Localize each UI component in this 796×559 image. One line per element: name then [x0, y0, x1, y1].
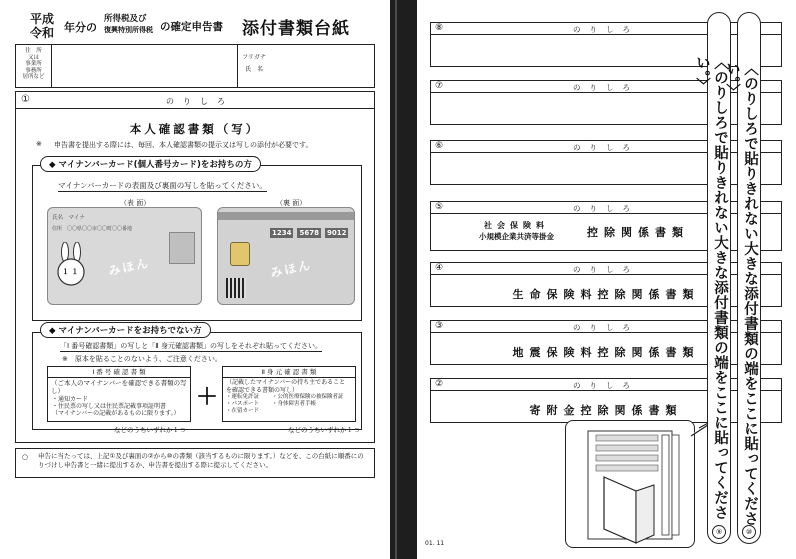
- card-number-1: 1234: [272, 229, 292, 237]
- tax-line1: 所得税及び: [104, 14, 147, 24]
- card-front-name: 氏名 マイナ: [52, 215, 85, 221]
- footer-note-box: [15, 448, 375, 478]
- footer-mark: ○: [22, 453, 29, 461]
- identity-doc-footer: などのうちいずれか１つ: [288, 426, 360, 434]
- identity-item-passport: ・パスポート: [226, 401, 260, 407]
- plus-icon: ＋: [196, 385, 219, 410]
- address-input[interactable]: [53, 45, 238, 87]
- box-7-noshiro: のりしろ: [573, 83, 639, 92]
- number-doc-item-2: ・住民票の写し又は住民票記載事項証明書: [52, 403, 167, 410]
- identity-doc-sub1: （記載したマイナンバーの持ち主であること: [226, 379, 346, 386]
- mynumber-instruction: マイナンバーカードの表面及び裏面の写しを貼ってください。: [58, 181, 267, 190]
- mascot-icon: [56, 242, 86, 288]
- box-3-noshiro: のりしろ: [573, 323, 639, 332]
- nothave-instruction: 「Ⅰ 番号確認書類」の写しと「Ⅱ 身元確認書類」の写しをそれぞれ貼ってください。: [60, 342, 322, 350]
- left-page: [0, 0, 390, 559]
- number-doc-title: Ⅰ 番 号 確 認 書 類: [48, 367, 190, 378]
- section-1: [15, 91, 375, 443]
- box-5-number: ⑤: [435, 202, 444, 212]
- paste-illustration-icon: [566, 421, 694, 547]
- box-7-number: ⑦: [435, 81, 444, 91]
- strip-10-text: 〈のりしろで貼りきれない大きな添付書類の端をここに貼ってください。〉: [724, 61, 758, 526]
- identity-doc-col1: [226, 394, 272, 415]
- box-5-noshiro: のりしろ: [573, 204, 639, 213]
- box-3-label: 地震保険料控除関係書類: [512, 346, 700, 359]
- identity-doc-sub2: を確認できる書類の写し）: [226, 387, 299, 394]
- original-notice: ※ 原本を貼ることのないよう、ご注意ください。: [62, 355, 222, 363]
- card-back-mihon: みほん: [269, 257, 314, 281]
- era-heisei: 平成: [30, 12, 55, 26]
- address-label-sub2: 事業所: [25, 61, 42, 67]
- final-return: の確定申告書: [160, 21, 223, 33]
- box-4-noshiro: のりしろ: [573, 265, 639, 274]
- card-number-3: 9012: [326, 229, 347, 237]
- strip-10-number: ⑩: [742, 525, 756, 539]
- era-reiwa: 令和: [30, 26, 55, 40]
- identity-doc-title: Ⅱ 身 元 確 認 書 類: [223, 367, 355, 378]
- page-code: 01. 11: [425, 540, 445, 547]
- address-row: [15, 44, 375, 88]
- qr-code-icon: [226, 278, 246, 298]
- card-front-sample: [47, 207, 202, 305]
- box-8-noshiro: のりしろ: [573, 25, 639, 34]
- section-1-number: ①: [21, 94, 30, 105]
- name-label-cell: [240, 45, 268, 87]
- year-suffix: 年分の: [64, 21, 97, 34]
- box-5-label-pre: [479, 220, 554, 242]
- furigana-label: フリガナ: [242, 54, 266, 61]
- strip-9-number: ⑨: [712, 525, 726, 539]
- section-1-noshiro: のりしろ: [166, 97, 234, 106]
- box-6-number: ⑥: [435, 141, 444, 151]
- card-front-address: 住所 〇〇県〇〇市〇〇町〇〇番地: [52, 226, 133, 232]
- tax-type: [104, 14, 153, 36]
- name-input[interactable]: [268, 45, 374, 87]
- mynumber-have-heading: ◆ マイナンバーカード(個人番号カード)をお持ちの方: [40, 156, 261, 172]
- box-2-label: 寄附金控除関係書類: [529, 404, 683, 417]
- address-label: 住 所: [25, 48, 42, 54]
- paste-strip-10: [724, 12, 761, 544]
- box-3-number: ③: [435, 321, 444, 331]
- box-6-noshiro: のりしろ: [573, 143, 639, 152]
- front-label: （表 面）: [120, 199, 151, 207]
- era-block: [30, 12, 54, 40]
- binding-spine: [390, 0, 417, 559]
- section-1-header: [16, 92, 374, 109]
- address-label-cell: [16, 45, 52, 87]
- box-4-number: ④: [435, 263, 444, 273]
- back-label: （裏 面）: [276, 199, 307, 207]
- number-doc-box: [47, 366, 191, 422]
- address-label-sub4: 居所など: [22, 74, 45, 80]
- number-doc-item-3: （マイナンバーの記載があるものに限ります。）: [52, 410, 180, 417]
- number-doc-footer: などのうちいずれか１つ: [114, 426, 186, 434]
- notice-text: 申告書を提出する際には、毎回、本人確認書類の提示又は写しの添付が必要です。: [54, 141, 313, 149]
- card-back-sample: [217, 207, 355, 305]
- card-number-2: 5678: [299, 229, 319, 237]
- box-5-label-pre2: 小規模企業共済等掛金: [479, 232, 554, 241]
- card-photo-placeholder: [169, 232, 195, 264]
- id-docs-title: 本人確認書類（写）: [129, 122, 261, 136]
- footer-note: 申告に当たっては、上記①及び裏面の②から⑩の書類（該当するものに限ります。）などを、この台紙に順番にのりづけし申告書と一緒に提出するか、申告書を提出する際に提示してください。: [38, 452, 364, 469]
- identity-doc-col2: [272, 394, 344, 415]
- box-8-number: ⑧: [435, 23, 444, 33]
- box-4-label: 生命保険料控除関係書類: [512, 288, 700, 301]
- number-doc-item-1: ・通知カード: [52, 396, 89, 403]
- card-back-strip: [218, 212, 354, 220]
- mynumber-nothave-heading: ◆ マイナンバーカードをお持ちでない方: [40, 322, 211, 338]
- name-label: 氏 名: [244, 66, 263, 73]
- ic-chip-icon: [230, 242, 250, 266]
- identity-item-insurance: ・公的医療保険の被保険者証: [272, 394, 344, 400]
- box-2-noshiro: のりしろ: [573, 381, 639, 390]
- identity-item-disability: ・身体障害者手帳: [272, 401, 317, 407]
- tax-line2: 復興特別所得税: [104, 26, 153, 34]
- notice-mark: ※: [36, 140, 42, 148]
- paste-illustration: [565, 420, 695, 548]
- mascot-text: １ １: [62, 268, 79, 276]
- doc-title: 添付書類台紙: [242, 19, 350, 39]
- box-5-label: 控除関係書類: [587, 226, 689, 239]
- address-label-sub3: 事務所: [25, 67, 42, 74]
- right-page: [417, 0, 796, 559]
- address-label-sub1: 又は: [27, 54, 39, 61]
- box-5-label-pre1: 社会保険料: [484, 221, 549, 230]
- identity-doc-box: [222, 366, 356, 422]
- number-doc-sub: （ご本人のマイナンバーを確認できる書類の写し）: [51, 379, 187, 395]
- strip-9-text: 〈のりしろで貼りきれない大きな添付書類の端をここに貼ってください。〉: [694, 55, 728, 520]
- box-2-number: ②: [435, 379, 444, 389]
- card-back-number: [270, 228, 348, 238]
- identity-item-residence: ・在留カード: [226, 408, 260, 414]
- identity-item-license: ・運転免許証: [226, 394, 260, 400]
- card-front-mihon: みほん: [107, 255, 152, 279]
- identity-doc-items: [223, 394, 355, 415]
